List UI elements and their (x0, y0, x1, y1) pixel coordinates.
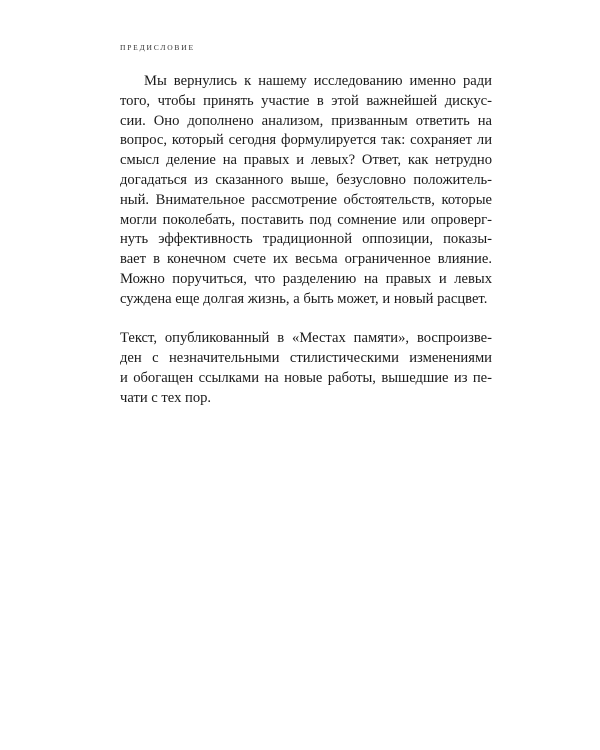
paragraph-spacer (120, 310, 492, 330)
paragraph-1-line: Мы вернулись к нашему исследованию именно ради (144, 73, 492, 89)
paragraph-1-line: могли поколебать, поставить под сомнение или опроверг- (120, 211, 492, 228)
paragraph-1-line: нуть эффективность традиционной оппозиции, показы- (120, 231, 492, 248)
paragraph-1-line: ный. Внимательное рассмотрение обстоятельств, которые (120, 191, 492, 208)
body-text (120, 72, 492, 409)
paragraph-2-line: Текст, опубликованный в «Местах памяти», воспроизве- (120, 330, 492, 347)
running-head: ПРЕДИСЛОВИЕ (120, 43, 195, 52)
paragraph-1-line: суждена еще долгая жизнь, а быть может, и новый расцвет. (120, 290, 488, 307)
paragraph-2-line: и обогащен ссылками на новые работы, вышедшие из пе- (120, 369, 492, 386)
paragraph-1-line: вопрос, который сегодня формулируется так: сохраняет ли (120, 132, 492, 149)
paragraph-1-line: того, чтобы принять участие в этой важнейшей дискус- (120, 92, 492, 109)
paragraph-2-line: ден с незначительными стилистическими изменениями (120, 350, 492, 367)
paragraph-1-line: смысл деление на правых и левых? Ответ, как нетрудно (120, 152, 492, 169)
paragraph-2-line: чати с тех пор. (120, 389, 212, 406)
paragraph-1-line: догадаться из сказанного выше, безусловно положитель- (120, 171, 492, 188)
paragraph-1-line: вает в конечном счете их весьма ограниченное влияние. (120, 251, 492, 268)
paragraph-1-line: сии. Оно дополнено анализом, призванным ответить на (120, 112, 492, 129)
paragraph-1-line: Можно поручиться, что разделению на правых и левых (120, 270, 492, 287)
